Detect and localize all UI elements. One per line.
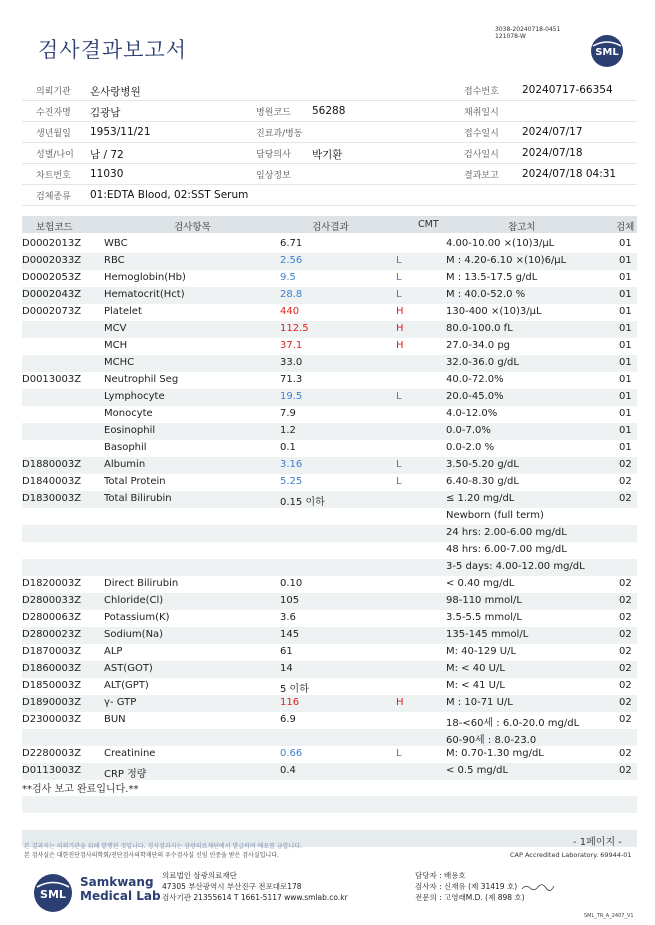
test-name: Albumin <box>104 459 146 470</box>
info-row <box>22 100 637 122</box>
reference-range: M: 40-129 U/L <box>446 646 517 657</box>
table-row <box>22 304 637 321</box>
table-row <box>22 729 637 746</box>
specimen-code: 01 <box>619 425 632 436</box>
test-name: Eosinophil <box>104 425 156 436</box>
info-label: 결과보고 <box>464 171 499 181</box>
header-cmt: CMT <box>418 219 439 230</box>
test-code: D0002013Z <box>22 238 82 249</box>
info-value: 남 / 72 <box>90 149 124 161</box>
info-value: 2024/07/18 <box>522 147 583 159</box>
test-result: 6.71 <box>280 238 303 249</box>
footer-brand <box>80 875 161 903</box>
staff-tester: 검사자 : 신재유 (제 31419 호) <box>415 882 518 891</box>
table-row <box>22 661 637 678</box>
test-name: Hematocrit(Hct) <box>104 289 185 300</box>
specimen-code: 02 <box>619 646 632 657</box>
info-row <box>22 79 637 101</box>
reference-range: 20.0-45.0% <box>446 391 504 402</box>
specimen-code: 02 <box>619 595 632 606</box>
test-flag: H <box>396 697 404 708</box>
test-result: 105 <box>280 595 300 606</box>
specimen-code: 02 <box>619 459 632 470</box>
table-row <box>22 644 637 661</box>
test-name: Monocyte <box>104 408 153 419</box>
info-label: 접수번호 <box>464 87 499 97</box>
test-name: Hemoglobin(Hb) <box>104 272 186 283</box>
test-result: 0.10 <box>280 578 303 589</box>
table-row <box>22 610 637 627</box>
test-result: 33.0 <box>280 357 303 368</box>
info-label: 임상정보 <box>256 171 291 181</box>
doc-number-line: 121078-W <box>495 33 526 40</box>
test-result: 145 <box>280 629 300 640</box>
samkwang-logo-icon <box>33 873 73 917</box>
test-code: D1820003Z <box>22 578 82 589</box>
header-name: 검사항목 <box>174 222 211 233</box>
test-result: 3.6 <box>280 612 296 623</box>
test-result: 5.25 <box>280 476 303 487</box>
test-flag: L <box>396 459 402 470</box>
notice-line: 본 검사실은 대한진단검사의학회/진단검사의학재단의 우수검사실 신임 인증을 받은 검사실입니다. <box>24 852 279 859</box>
test-result: 37.1 <box>280 340 303 351</box>
info-label: 차트번호 <box>36 171 71 181</box>
test-result: 19.5 <box>280 391 303 402</box>
test-code: D2280003Z <box>22 748 82 759</box>
test-flag: L <box>396 255 402 266</box>
test-name: RBC <box>104 255 125 266</box>
info-value: 01:EDTA Blood, 02:SST Serum <box>90 189 249 201</box>
test-name: ALP <box>104 646 123 657</box>
test-flag: L <box>396 289 402 300</box>
test-name: Creatinine <box>104 748 156 759</box>
info-label: 진료과/병동 <box>256 129 303 139</box>
table-row <box>22 236 637 253</box>
test-flag: H <box>396 323 404 334</box>
reference-range: 80.0-100.0 fL <box>446 323 513 334</box>
table-row <box>22 457 637 474</box>
test-name: CRP 정량 <box>104 769 147 780</box>
info-row <box>22 121 637 143</box>
footer-address <box>162 870 348 903</box>
test-result: 14 <box>280 663 293 674</box>
specimen-code: 01 <box>619 340 632 351</box>
test-flag: L <box>396 748 402 759</box>
test-code: D1850003Z <box>22 680 82 691</box>
test-result: 3.16 <box>280 459 303 470</box>
info-value: 온사랑병원 <box>90 86 141 98</box>
blank-row <box>22 796 637 813</box>
doc-number-line: 3038-20240718-0451 <box>495 26 561 33</box>
completion-row <box>22 778 637 795</box>
reference-range: 18-<60세 : 6.0-20.0 mg/dL <box>446 718 580 729</box>
specimen-code: 02 <box>619 476 632 487</box>
specimen-code: 01 <box>619 357 632 368</box>
info-value: 56288 <box>312 105 346 117</box>
test-name: γ- GTP <box>104 697 137 708</box>
info-row <box>22 163 637 185</box>
test-flag: L <box>396 476 402 487</box>
test-name: Potassium(K) <box>104 612 170 623</box>
test-name: Basophil <box>104 442 147 453</box>
test-code: D0002053Z <box>22 272 82 283</box>
reference-range: 3-5 days: 4.00-12.00 mg/dL <box>446 561 585 572</box>
test-code: D1880003Z <box>22 459 82 470</box>
header-specimen: 검체 <box>616 222 635 233</box>
test-flag: L <box>396 272 402 283</box>
test-name: MCH <box>104 340 128 351</box>
signature-icon <box>521 883 555 891</box>
info-value: 20240717-66354 <box>522 84 613 96</box>
test-result: 0.66 <box>280 748 303 759</box>
test-flag: H <box>396 340 404 351</box>
info-value: 1953/11/21 <box>90 126 151 138</box>
test-code: D1870003Z <box>22 646 82 657</box>
test-name: Direct Bilirubin <box>104 578 179 589</box>
reference-range: 40.0-72.0% <box>446 374 504 385</box>
info-value: 2024/07/18 04:31 <box>522 168 617 180</box>
test-code: D0013003Z <box>22 374 82 385</box>
table-row <box>22 372 637 389</box>
test-name: BUN <box>104 714 126 725</box>
table-row <box>22 270 637 287</box>
reference-range: M: 0.70-1.30 mg/dL <box>446 748 544 759</box>
info-label: 수진자명 <box>36 108 71 118</box>
info-label: 병원코드 <box>256 108 291 118</box>
test-code: D2800023Z <box>22 629 82 640</box>
reference-range: < 0.40 mg/dL <box>446 578 515 589</box>
test-result: 7.9 <box>280 408 296 419</box>
specimen-code: 02 <box>619 714 632 725</box>
test-result: 5 이하 <box>280 684 309 695</box>
info-value: 박기환 <box>312 149 343 161</box>
table-row <box>22 508 637 525</box>
header-reference: 참고치 <box>508 222 536 233</box>
test-result: 0.4 <box>280 765 296 776</box>
test-code: D1890003Z <box>22 697 82 708</box>
test-result: 0.15 이하 <box>280 497 325 508</box>
test-name: Neutrophil Seg <box>104 374 179 385</box>
info-value: 2024/07/17 <box>522 126 583 138</box>
table-row <box>22 338 637 355</box>
table-row <box>22 627 637 644</box>
table-row <box>22 423 637 440</box>
reference-range: M : 4.20-6.10 ×(10)6/μL <box>446 255 567 266</box>
table-row <box>22 440 637 457</box>
test-name: WBC <box>104 238 128 249</box>
info-row <box>22 184 637 206</box>
test-result: 112.5 <box>280 323 309 334</box>
table-row <box>22 406 637 423</box>
info-label: 생년월일 <box>36 129 71 139</box>
document-number <box>495 26 560 40</box>
reference-range: 3.5-5.5 mmol/L <box>446 612 522 623</box>
specimen-code: 02 <box>619 493 632 504</box>
header-result: 검사결과 <box>312 222 349 233</box>
specimen-code: 02 <box>619 612 632 623</box>
reference-range: 135-145 mmol/L <box>446 629 529 640</box>
test-name: Chloride(Cl) <box>104 595 164 606</box>
specimen-code: 01 <box>619 408 632 419</box>
table-row <box>22 287 637 304</box>
test-code: D0002043Z <box>22 289 82 300</box>
test-result: 440 <box>280 306 300 317</box>
test-result: 61 <box>280 646 293 657</box>
specimen-code: 02 <box>619 663 632 674</box>
specimen-code: 01 <box>619 272 632 283</box>
footer-staff <box>415 870 555 903</box>
test-code: D1830003Z <box>22 493 82 504</box>
contact: 검사기관 21355614 T 1661-5117 www.smlab.co.kr <box>162 893 348 902</box>
form-version: SML_TR_A_2407_V1 <box>584 913 634 919</box>
test-flag: H <box>396 306 404 317</box>
staff-specialist: 전문의 : 고영래M.D. (제 898 호) <box>415 893 525 902</box>
test-name: AST(GOT) <box>104 663 153 674</box>
table-row <box>22 321 637 338</box>
test-name: MCV <box>104 323 127 334</box>
table-row <box>22 542 637 559</box>
reference-range: ≤ 1.20 mg/dL <box>446 493 515 504</box>
info-label: 검체종류 <box>36 192 71 202</box>
table-row <box>22 746 637 763</box>
test-result: 116 <box>280 697 300 708</box>
reference-range: M: < 40 U/L <box>446 663 505 674</box>
test-code: D2300003Z <box>22 714 82 725</box>
reference-range: M : 10-71 U/L <box>446 697 513 708</box>
test-name: Platelet <box>104 306 142 317</box>
reference-range: 24 hrs: 2.00-6.00 mg/dL <box>446 527 567 538</box>
reference-range: 6.40-8.30 g/dL <box>446 476 519 487</box>
specimen-code: 01 <box>619 374 632 385</box>
reference-range: 27.0-34.0 pg <box>446 340 511 351</box>
brand-line: Samkwang <box>80 875 154 889</box>
table-row <box>22 491 637 508</box>
specimen-code: 01 <box>619 442 632 453</box>
test-result: 28.8 <box>280 289 303 300</box>
test-code: D0002073Z <box>22 306 82 317</box>
reference-range: Newborn (full term) <box>446 510 544 521</box>
svg-text:SML: SML <box>595 47 619 58</box>
test-result: 2.56 <box>280 255 303 266</box>
info-label: 채취일시 <box>464 108 499 118</box>
reference-range: 130-400 ×(10)3/μL <box>446 306 542 317</box>
reference-range: 48 hrs: 6.00-7.00 mg/dL <box>446 544 567 555</box>
test-code: D2800063Z <box>22 612 82 623</box>
reference-range: M : 13.5-17.5 g/dL <box>446 272 538 283</box>
info-label: 접수일시 <box>464 129 499 139</box>
test-name: Lymphocyte <box>104 391 165 402</box>
reference-range: < 0.5 mg/dL <box>446 765 509 776</box>
info-label: 검사일시 <box>464 150 499 160</box>
specimen-code: 01 <box>619 289 632 300</box>
table-row <box>22 355 637 372</box>
info-value: 11030 <box>90 168 124 180</box>
test-name: MCHC <box>104 357 135 368</box>
address: 47305 부산광역시 부산진구 전포대로178 <box>162 882 302 891</box>
specimen-code: 01 <box>619 391 632 402</box>
page-number: - 1페이지 - <box>573 837 622 848</box>
svg-text:SML: SML <box>40 888 66 901</box>
specimen-code: 01 <box>619 306 632 317</box>
specimen-code: 02 <box>619 629 632 640</box>
notice-line: 본 결과지는 의뢰기관을 위해 발행된 것입니다. 정식결과지는 삼광의료재단에서 발급하며 배포를 금합니다. <box>24 843 302 850</box>
test-result: 1.2 <box>280 425 296 436</box>
table-row <box>22 576 637 593</box>
test-name: ALT(GPT) <box>104 680 149 691</box>
reference-range: 98-110 mmol/L <box>446 595 522 606</box>
specimen-code: 01 <box>619 238 632 249</box>
reference-range: 4.0-12.0% <box>446 408 498 419</box>
test-flag: L <box>396 391 402 402</box>
reference-range: 60-90세 : 8.0-23.0 <box>446 735 537 746</box>
header-code: 보험코드 <box>36 222 73 233</box>
reference-range: 3.50-5.20 g/dL <box>446 459 519 470</box>
specimen-code: 02 <box>619 748 632 759</box>
test-result: 9.5 <box>280 272 296 283</box>
test-code: D0113003Z <box>22 765 82 776</box>
table-row <box>22 559 637 576</box>
specimen-code: 01 <box>619 255 632 266</box>
info-label: 성별/나이 <box>36 150 74 160</box>
specimen-code: 01 <box>619 323 632 334</box>
specimen-code: 02 <box>619 680 632 691</box>
specimen-code: 02 <box>619 765 632 776</box>
table-row <box>22 712 637 729</box>
table-row <box>22 474 637 491</box>
test-code: D1860003Z <box>22 663 82 674</box>
test-name: Sodium(Na) <box>104 629 164 640</box>
completion-note: **검사 보고 완료입니다.** <box>22 784 139 795</box>
test-result: 6.9 <box>280 714 296 725</box>
reference-range: 4.00-10.00 ×(10)3/μL <box>446 238 555 249</box>
info-label: 담당의사 <box>256 150 291 160</box>
test-code: D2800033Z <box>22 595 82 606</box>
info-value: 김광남 <box>90 107 121 119</box>
staff-manager: 담당자 : 배용호 <box>415 871 466 880</box>
table-row <box>22 695 637 712</box>
brand-line: Medical Lab <box>80 889 161 903</box>
org-name: 의료법인 삼광의료재단 <box>162 871 237 880</box>
reference-range: M : 40.0-52.0 % <box>446 289 526 300</box>
test-result: 71.3 <box>280 374 303 385</box>
table-row <box>22 678 637 695</box>
table-row <box>22 593 637 610</box>
cap-accreditation: CAP Accredited Laboratory. 69944-01 <box>510 851 632 859</box>
specimen-code: 02 <box>619 697 632 708</box>
test-name: Total Protein <box>104 476 166 487</box>
test-result: 0.1 <box>280 442 296 453</box>
test-name: Total Bilirubin <box>104 493 172 504</box>
reference-range: M: < 41 U/L <box>446 680 505 691</box>
specimen-code: 02 <box>619 578 632 589</box>
info-row <box>22 142 637 164</box>
info-label: 의뢰기관 <box>36 87 71 97</box>
report-title: 검사결과보고서 <box>38 38 188 62</box>
reference-range: 0.0-7.0% <box>446 425 491 436</box>
reference-range: 0.0-2.0 % <box>446 442 495 453</box>
reference-range: 32.0-36.0 g/dL <box>446 357 519 368</box>
table-row <box>22 389 637 406</box>
test-code: D1840003Z <box>22 476 82 487</box>
table-row <box>22 253 637 270</box>
sml-logo-icon <box>590 34 624 72</box>
table-row <box>22 525 637 542</box>
results-table-header <box>22 216 637 233</box>
test-code: D0002033Z <box>22 255 82 266</box>
